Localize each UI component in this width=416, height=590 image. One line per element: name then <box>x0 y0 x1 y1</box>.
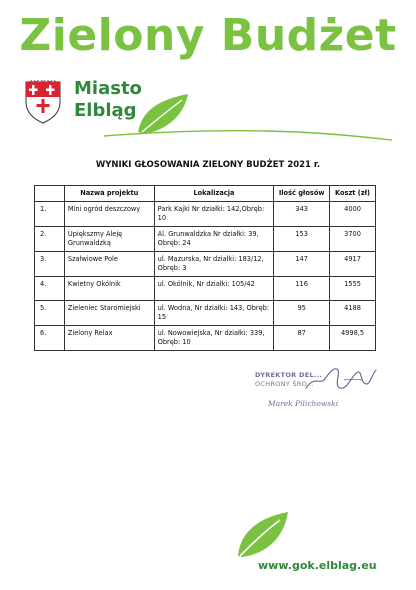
header-leaf-swoosh-icon <box>96 80 396 142</box>
project-location: ul. Nowowiejska, Nr działki: 339, Obręb: 10 <box>154 326 274 351</box>
column-header-location: Lokalizacja <box>154 186 274 202</box>
project-name: Mini ogród deszczowy <box>64 202 154 227</box>
project-votes: 95 <box>274 301 330 326</box>
handwritten-signature-icon <box>300 362 380 394</box>
project-cost: 3700 <box>330 227 376 252</box>
project-location: ul. Okólnik, Nr działki: 105/42 <box>154 277 274 301</box>
table-row <box>35 301 376 326</box>
project-votes: 87 <box>274 326 330 351</box>
row-number: 1. <box>35 202 65 227</box>
results-table <box>34 185 376 351</box>
project-location: ul. Mazurska, Nr działki: 183/12, Obręb: 3 <box>154 252 274 277</box>
project-location: Al. Grunwaldzka Nr działki: 39, Obręb: 24 <box>154 227 274 252</box>
table-row <box>35 227 376 252</box>
project-location: ul. Wodna, Nr działki: 143, Obręb: 15 <box>154 301 274 326</box>
project-votes: 147 <box>274 252 330 277</box>
table-header-row <box>35 186 376 202</box>
director-stamp-line1: DYREKTOR DEL... <box>255 371 323 379</box>
table-row <box>35 252 376 277</box>
project-cost: 1555 <box>330 277 376 301</box>
project-cost: 4998,5 <box>330 326 376 351</box>
page-title: Zielony Budżet <box>19 10 397 61</box>
project-name: Szałwiowe Pole <box>64 252 154 277</box>
director-name: Marek Pilichowski <box>268 399 339 408</box>
row-number: 3. <box>35 252 65 277</box>
city-name-line1: Miasto <box>74 78 142 99</box>
project-name: Upiększmy Aleję Grunwaldzką <box>64 227 154 252</box>
project-votes: 116 <box>274 277 330 301</box>
footer-website-link[interactable]: www.gok.elblag.eu <box>258 559 377 572</box>
table-row <box>35 277 376 301</box>
results-title: WYNIKI GŁOSOWANIA ZIELONY BUDŻET 2021 r. <box>95 160 321 170</box>
project-cost: 4000 <box>330 202 376 227</box>
row-number: 5. <box>35 301 65 326</box>
column-header-cost: Koszt (zł) <box>330 186 376 202</box>
elblag-crest-icon <box>24 80 62 124</box>
row-number: 2. <box>35 227 65 252</box>
row-number: 4. <box>35 277 65 301</box>
project-location: Park Kajki Nr działki: 142,Obręb: 10 <box>154 202 274 227</box>
row-number: 6. <box>35 326 65 351</box>
footer-leaf-icon <box>230 510 290 558</box>
column-header-number <box>35 186 65 202</box>
city-name-line2: Elbląg <box>74 100 137 121</box>
project-votes: 343 <box>274 202 330 227</box>
director-stamp-line2: OCHRONY ŚRO... <box>255 380 314 388</box>
column-header-name: Nazwa projektu <box>64 186 154 202</box>
project-name: Zieleniec Staromiejski <box>64 301 154 326</box>
project-name: Kwietny Okólnik <box>64 277 154 301</box>
project-name: Zielony Relax <box>64 326 154 351</box>
project-cost: 4188 <box>330 301 376 326</box>
column-header-votes: Ilość głosów <box>274 186 330 202</box>
table-row <box>35 326 376 351</box>
project-votes: 153 <box>274 227 330 252</box>
project-cost: 4917 <box>330 252 376 277</box>
table-row <box>35 202 376 227</box>
